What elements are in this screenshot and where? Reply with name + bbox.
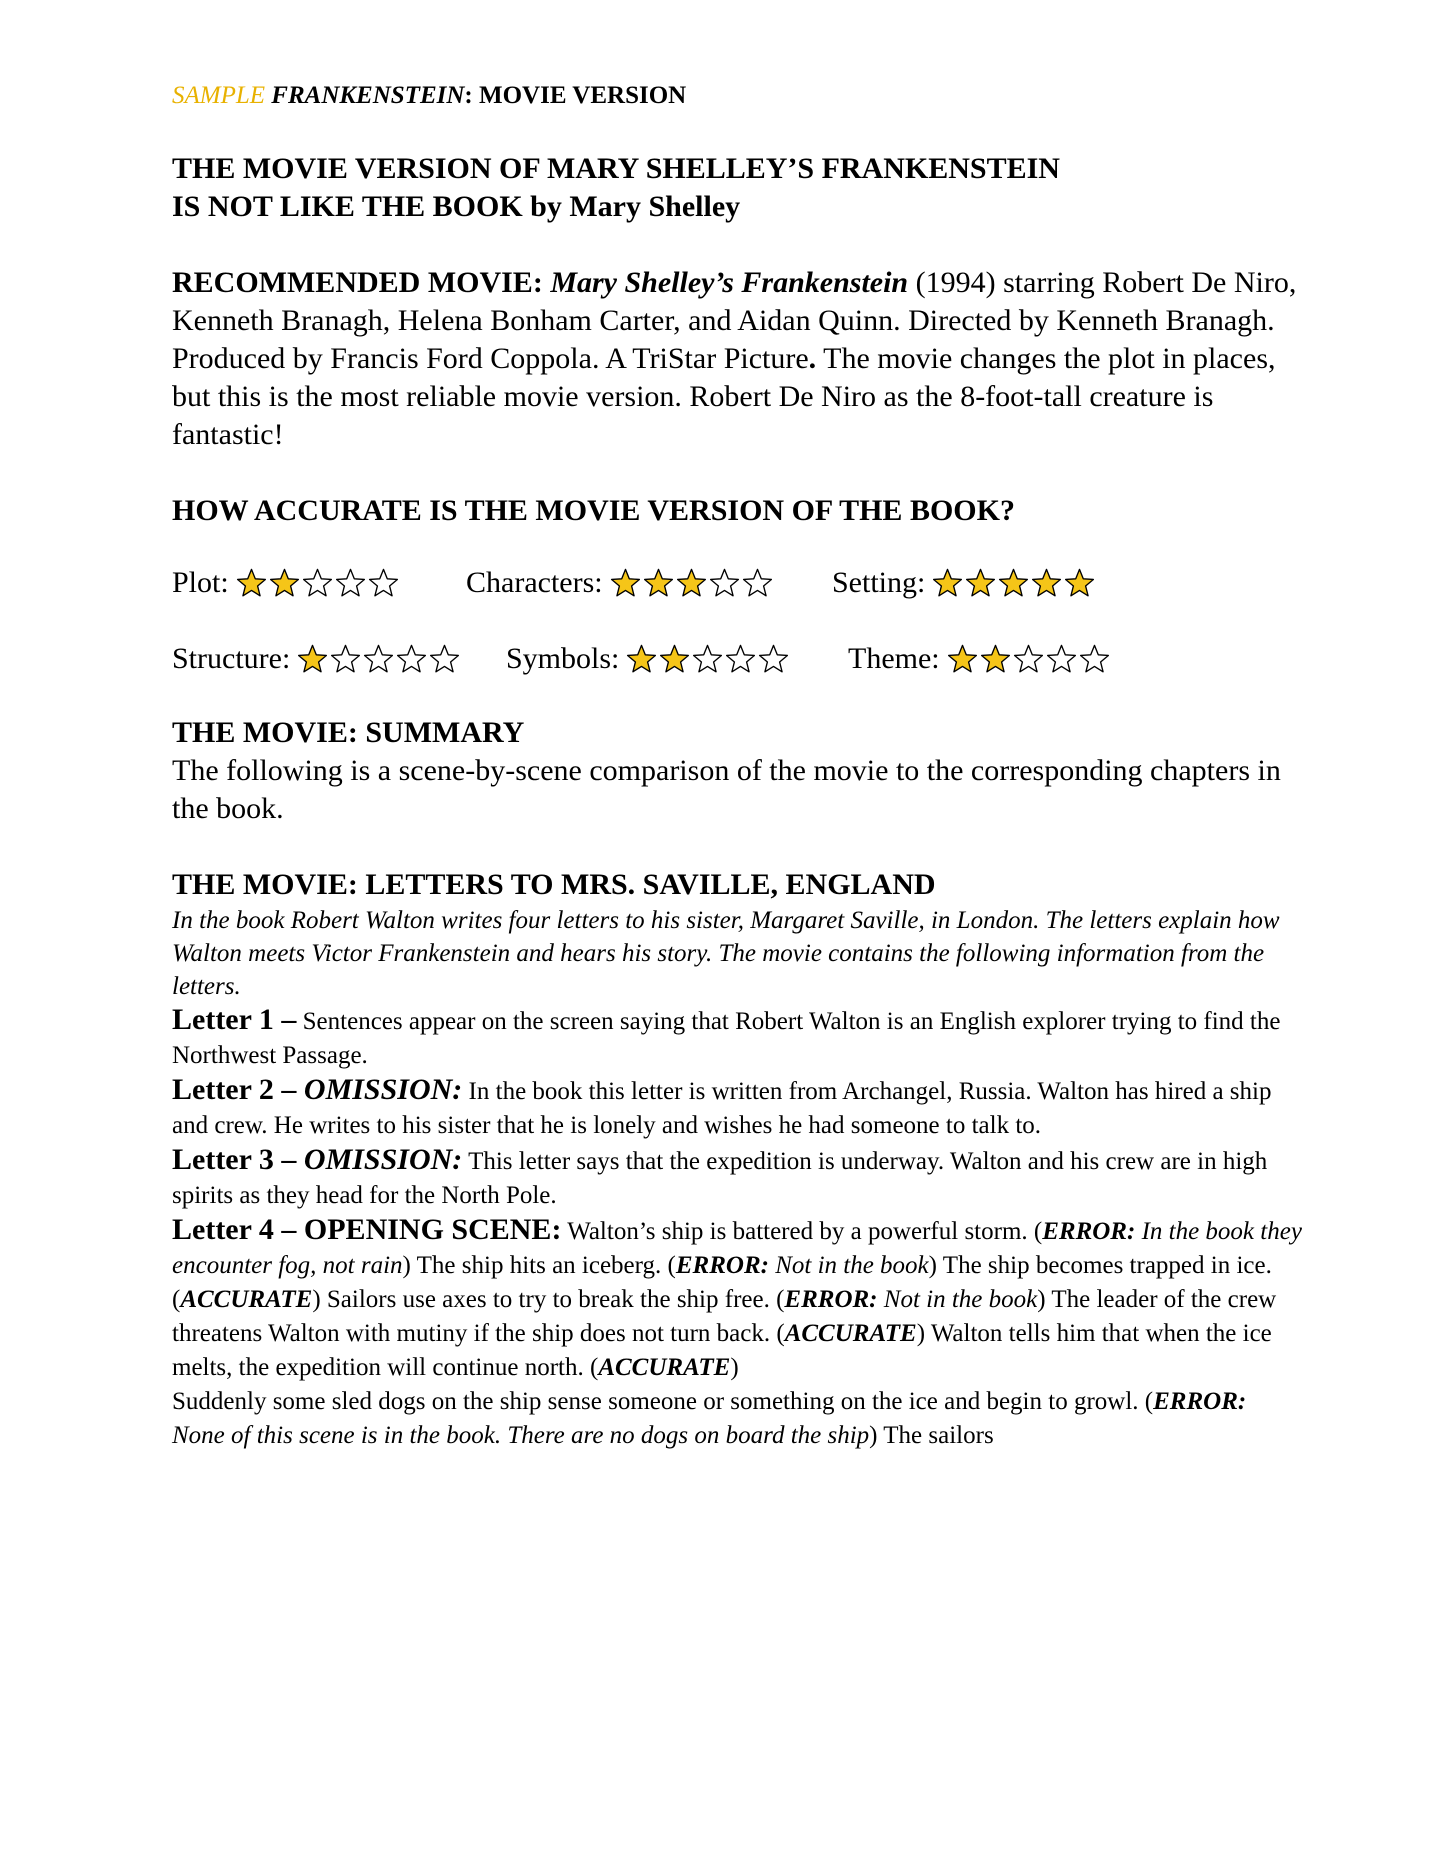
star-filled-icon xyxy=(931,567,964,600)
star-filled-icon xyxy=(268,567,301,600)
letter-1-label: Letter 1 – xyxy=(172,1003,297,1036)
star-filled-icon xyxy=(675,567,708,600)
star-rating xyxy=(625,643,790,676)
letter-1-text: Sentences appear on the screen saying that Robert Walton is an English explorer trying to find the Northwest Passage. xyxy=(172,1008,1281,1069)
star-filled-icon xyxy=(997,567,1030,600)
rating-symbols xyxy=(506,642,848,676)
star-filled-icon xyxy=(946,643,979,676)
rating-characters xyxy=(466,566,832,600)
letter-4-text: ) The ship hits an iceberg. ( xyxy=(402,1252,676,1279)
page-header xyxy=(172,82,1302,110)
final-text: ) The sailors xyxy=(869,1422,994,1449)
ratings-row-2 xyxy=(172,634,1302,684)
star-rating xyxy=(931,567,1096,600)
error-tag: ERROR: xyxy=(1042,1218,1136,1245)
letter-2-text: In the book this letter is written from Archangel, Russia. Walton has hired a ship and crew. He writes to his sister that he is lonely and wishes he had someone to talk to. xyxy=(172,1078,1272,1139)
star-empty-icon xyxy=(329,643,362,676)
recommended-text-b: The movie changes the plot in places, but this is the most reliable movie version. Robert De Niro as the 8-foot-tall creature is fantastic! xyxy=(172,342,1276,451)
star-empty-icon xyxy=(1012,643,1045,676)
accuracy-heading: HOW ACCURATE IS THE MOVIE VERSION OF THE BOOK? xyxy=(172,494,1015,527)
star-empty-icon xyxy=(757,643,790,676)
error-tag: ERROR: xyxy=(675,1252,769,1279)
star-empty-icon xyxy=(1078,643,1111,676)
letter-3-text: This letter says that the expedition is underway. Walton and his crew are in high spirits as they head for the North Pole. xyxy=(172,1148,1268,1209)
letter-4-text: ) The ship becomes trapped in ice. ( xyxy=(172,1252,1272,1313)
recommended-paragraph xyxy=(172,264,1302,454)
letter-2-label: Letter 2 – xyxy=(172,1073,297,1106)
error-tag: ERROR: xyxy=(1153,1388,1247,1415)
rating-label: Theme: xyxy=(848,642,940,675)
recommended-text-a: (1994) starring Robert De Niro, Kenneth Branagh, Helena Bonham Carter, and Aidan Quinn. Directed by Kenneth Branagh. Produced by Francis Ford Coppola. A TriStar Picture xyxy=(172,266,1297,375)
sample-label: SAMPLE xyxy=(172,82,266,109)
letter-4-text: Walton’s ship is battered by a powerful storm. ( xyxy=(561,1218,1043,1245)
error-tag: ERROR: xyxy=(784,1286,878,1313)
final-paragraph xyxy=(172,1385,1302,1453)
rating-structure xyxy=(172,642,506,676)
letter-2-paragraph xyxy=(172,1073,1302,1143)
star-filled-icon xyxy=(1030,567,1063,600)
star-empty-icon xyxy=(724,643,757,676)
header-title: FRANKENSTEIN xyxy=(271,82,465,109)
star-empty-icon xyxy=(395,643,428,676)
summary-text: The following is a scene-by-scene comparison of the movie to the corresponding chapters in the book. xyxy=(172,754,1281,825)
letters-intro: In the book Robert Walton writes four letters to his sister, Margaret Saville, in London. The letters explain how Walton meets Victor Frankenstein and hears his story. The movie contains the following information from the letters. xyxy=(172,907,1280,1000)
accurate-tag: ACCURATE xyxy=(598,1354,731,1381)
letter-4-text: ) xyxy=(730,1354,739,1381)
accuracy-section xyxy=(172,492,1302,684)
letters-section xyxy=(172,866,1302,1003)
rating-label: Setting: xyxy=(832,566,926,599)
error-note: Not in the book xyxy=(877,1286,1038,1313)
star-rating xyxy=(609,567,774,600)
recommended-dot: . xyxy=(808,342,817,375)
summary-section xyxy=(172,714,1302,828)
star-empty-icon xyxy=(334,567,367,600)
star-filled-icon xyxy=(964,567,997,600)
star-empty-icon xyxy=(428,643,461,676)
letter-3-tag: OMISSION: xyxy=(296,1143,463,1176)
letter-1-paragraph xyxy=(172,1003,1302,1073)
star-filled-icon xyxy=(296,643,329,676)
main-heading-line-2: IS NOT LIKE THE BOOK by Mary Shelley xyxy=(172,190,741,223)
letter-4-text: ) Sailors use axes to try to break the ship free. ( xyxy=(312,1286,785,1313)
summary-heading: THE MOVIE: SUMMARY xyxy=(172,716,525,749)
rating-plot xyxy=(172,566,466,600)
letter-3-label: Letter 3 – xyxy=(172,1143,297,1176)
star-empty-icon xyxy=(708,567,741,600)
rating-label: Structure: xyxy=(172,642,291,675)
rating-setting xyxy=(832,566,1096,600)
rating-label: Symbols: xyxy=(506,642,620,675)
star-filled-icon xyxy=(979,643,1012,676)
star-empty-icon xyxy=(741,567,774,600)
main-heading-line-1: THE MOVIE VERSION OF MARY SHELLEY’S FRANKENSTEIN xyxy=(172,152,1060,185)
star-filled-icon xyxy=(235,567,268,600)
star-filled-icon xyxy=(658,643,691,676)
letter-3-paragraph xyxy=(172,1143,1302,1213)
star-filled-icon xyxy=(625,643,658,676)
star-rating xyxy=(296,643,461,676)
star-filled-icon xyxy=(642,567,675,600)
error-note: Not in the book xyxy=(768,1252,929,1279)
star-empty-icon xyxy=(691,643,724,676)
error-note: In the book they encounter fog, not rain xyxy=(172,1218,1302,1279)
star-filled-icon xyxy=(609,567,642,600)
rating-theme xyxy=(848,642,1111,676)
letter-4-text: ) Walton tells him that when the ice melts, the expedition will continue north. ( xyxy=(172,1320,1272,1381)
rating-label: Plot: xyxy=(172,566,229,599)
recommended-label: RECOMMENDED MOVIE: xyxy=(172,266,543,299)
final-text: Suddenly some sled dogs on the ship sense someone or something on the ice and begin to growl. ( xyxy=(172,1388,1154,1415)
error-note: None of this scene is in the book. There are no dogs on board the ship xyxy=(172,1422,870,1449)
recommended-movie-title: Mary Shelley’s Frankenstein xyxy=(550,266,909,299)
letter-4-text: ) The leader of the crew threatens Walton with mutiny if the ship does not turn back. ( xyxy=(172,1286,1277,1347)
document-page xyxy=(172,82,1302,1453)
star-empty-icon xyxy=(1045,643,1078,676)
accurate-tag: ACCURATE xyxy=(784,1320,917,1347)
star-empty-icon xyxy=(362,643,395,676)
accurate-tag: ACCURATE xyxy=(180,1286,313,1313)
star-filled-icon xyxy=(1063,567,1096,600)
star-empty-icon xyxy=(301,567,334,600)
letter-2-tag: OMISSION: xyxy=(296,1073,463,1106)
main-heading xyxy=(172,150,1302,226)
letters-heading: THE MOVIE: LETTERS TO MRS. SAVILLE, ENGLAND xyxy=(172,868,936,901)
star-rating xyxy=(946,643,1111,676)
rating-label: Characters: xyxy=(466,566,603,599)
ratings-row-1 xyxy=(172,558,1302,608)
header-rest: : MOVIE VERSION xyxy=(464,82,687,109)
star-rating xyxy=(235,567,400,600)
ratings-grid xyxy=(172,558,1302,684)
star-empty-icon xyxy=(367,567,400,600)
letter-4-paragraph xyxy=(172,1213,1302,1385)
letter-4-label: Letter 4 – OPENING SCENE: xyxy=(172,1213,562,1246)
